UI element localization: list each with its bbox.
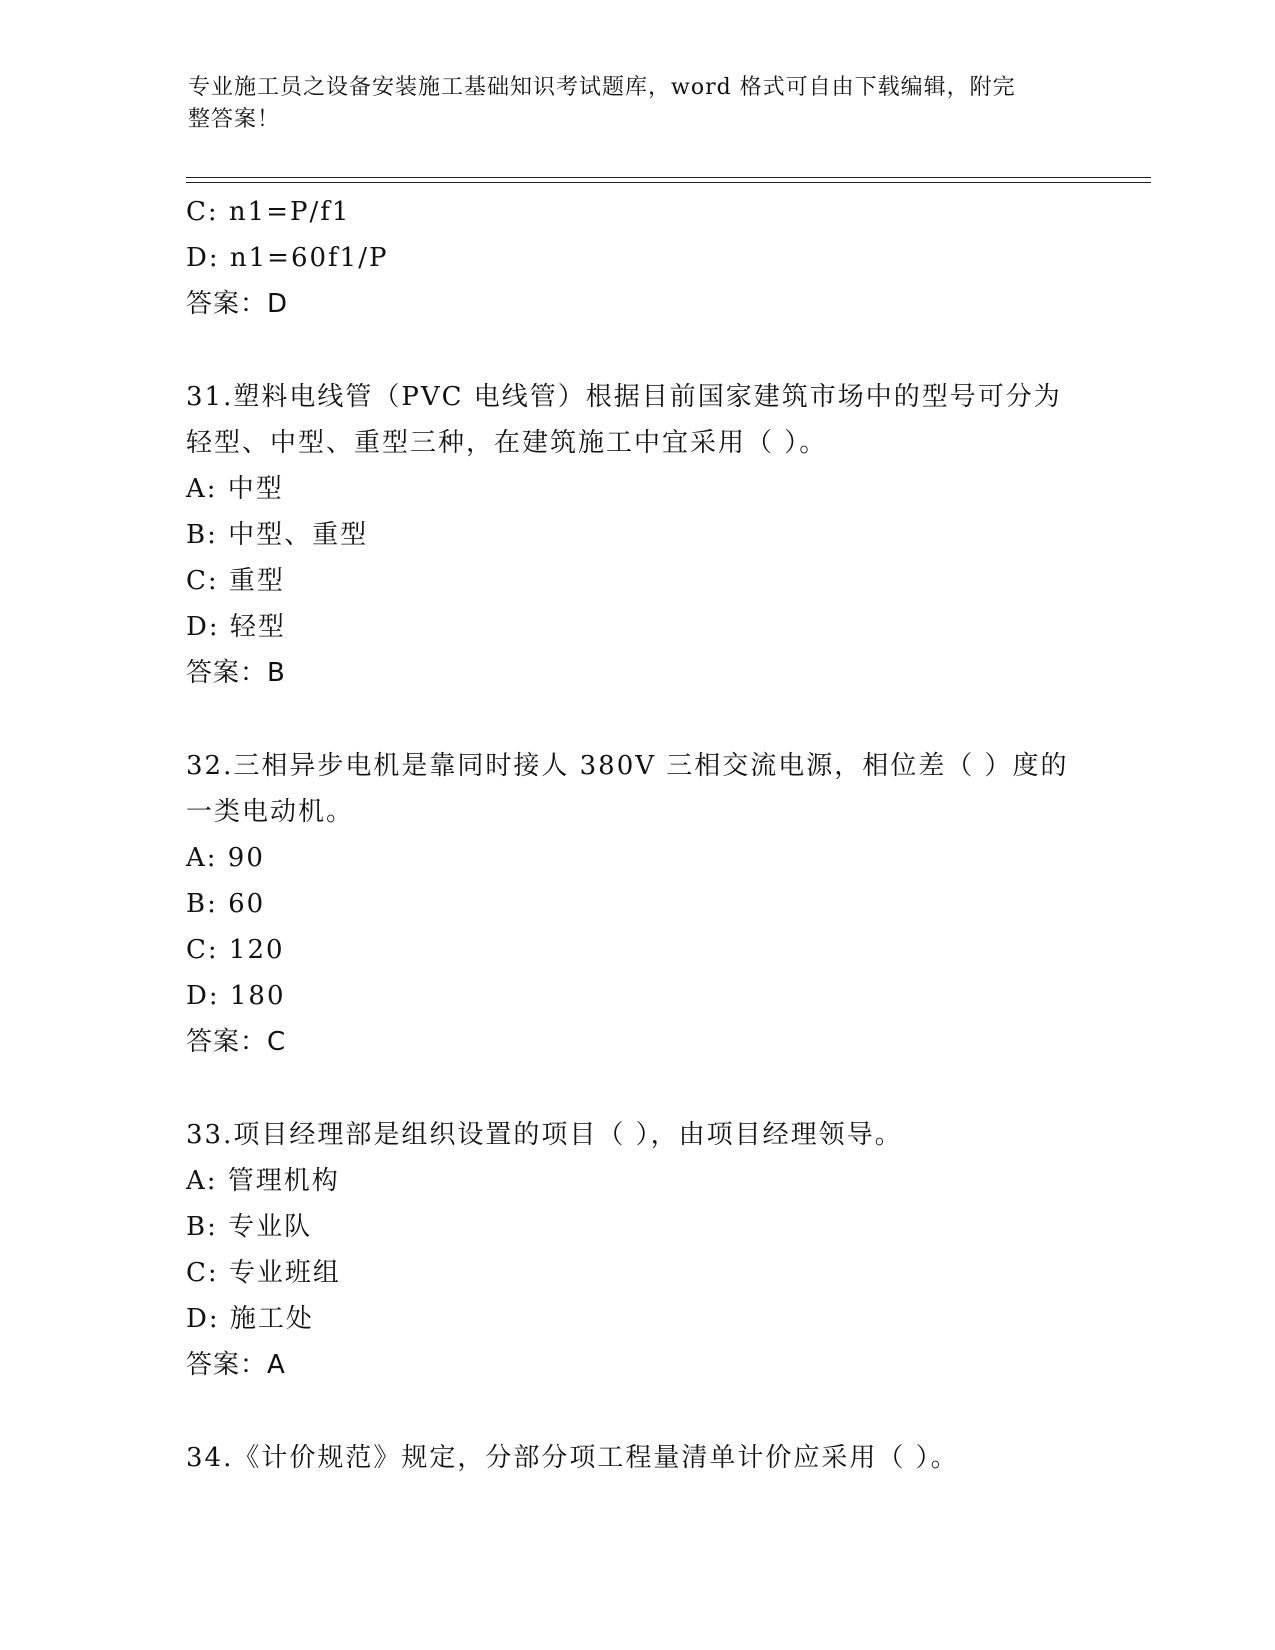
option-d: D: 施工处 xyxy=(186,1304,314,1334)
question-32 xyxy=(186,743,1086,1065)
answer-label: 答案：C xyxy=(186,1027,287,1057)
question-stem-continued: 轻型、中型、重型三种，在建筑施工中宜采用（ ）。 xyxy=(186,428,828,458)
spacer xyxy=(186,327,1086,374)
option-d: D: 180 xyxy=(186,981,286,1011)
question-30-tail xyxy=(186,189,1086,327)
spacer xyxy=(186,1065,1086,1112)
question-stem: 33.项目经理部是组织设置的项目（ ），由项目经理领导。 xyxy=(186,1120,903,1150)
header-divider-bottom xyxy=(186,182,1151,183)
question-31 xyxy=(186,374,1086,696)
question-stem-continued: 一类电动机。 xyxy=(186,797,355,827)
spacer xyxy=(186,696,1086,743)
header-title-line-1: 专业施工员之设备安装施工基础知识考试题库，word 格式可自由下载编辑，附完 xyxy=(188,75,1016,100)
header-divider-top xyxy=(186,177,1151,178)
option-a: A: 管理机构 xyxy=(186,1166,340,1196)
option-d: D: 轻型 xyxy=(186,612,286,642)
option-c: C: n1=P/f1 xyxy=(186,197,351,227)
answer-label: 答案：A xyxy=(186,1350,286,1380)
question-stem: 32.三相异步电机是靠同时接人 380V 三相交流电源，相位差（ ）度的 xyxy=(186,751,1069,781)
header-title-line-2: 整答案！ xyxy=(188,107,281,132)
answer-label: 答案：D xyxy=(186,289,289,319)
option-d: D: n1=60f1/P xyxy=(186,243,389,273)
option-c: C: 重型 xyxy=(186,566,285,596)
option-c: C: 专业班组 xyxy=(186,1258,341,1288)
question-stem: 31.塑料电线管（PVC 电线管）根据目前国家建筑市场中的型号可分为 xyxy=(186,382,1062,412)
option-c: C: 120 xyxy=(186,935,285,965)
question-33 xyxy=(186,1112,1086,1388)
question-content xyxy=(186,189,1086,1481)
question-34 xyxy=(186,1435,1086,1481)
document-header xyxy=(188,72,1068,136)
option-a: A: 90 xyxy=(186,843,265,873)
option-a: A: 中型 xyxy=(186,474,284,504)
question-stem: 34.《计价规范》规定，分部分项工程量清单计价应采用（ ）。 xyxy=(186,1443,959,1473)
option-b: B: 60 xyxy=(186,889,266,919)
spacer xyxy=(186,1388,1086,1435)
option-b: B: 专业队 xyxy=(186,1212,313,1242)
option-b: B: 中型、重型 xyxy=(186,520,369,550)
answer-label: 答案：B xyxy=(186,658,286,688)
